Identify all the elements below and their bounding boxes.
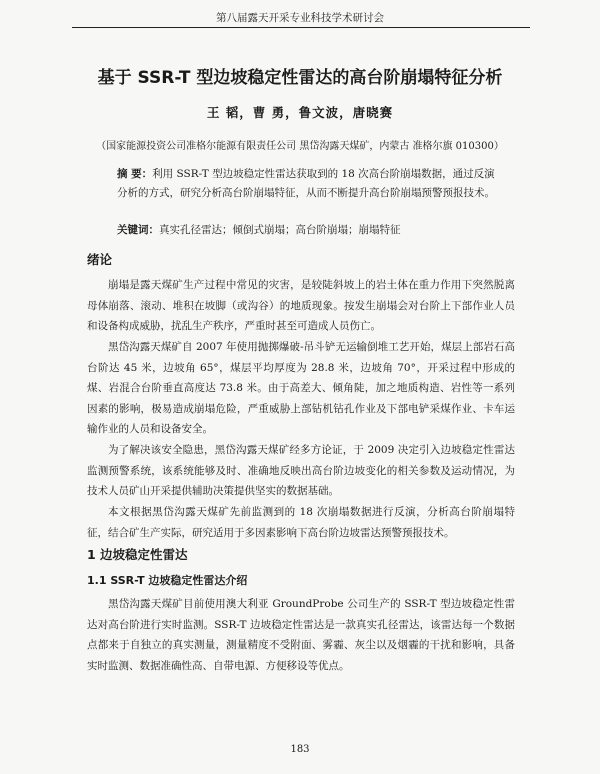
intro-paragraph: 黑岱沟露天煤矿自 2007 年使用抛掷爆破-吊斗铲无运输倒堆工艺开始，煤层上部岩石高台阶达 45 米，边坡角 65°，煤层平均厚度为 28.8 米，边坡角 70°，开采过程中形成的煤、岩混合台阶垂直高度达 73.8 米。由于高差大、倾角陡，加之地质构造、岩性等一系列因素的影响，极易造成崩塌危险，严重威胁上部钻机钻孔作业及下部电铲采煤作业、卡车运输作业的人员和设备安全。: [87, 341, 515, 435]
keywords-text: 真实孔径雷达；倾倒式崩塌；高台阶崩塌；崩塌特征: [159, 224, 401, 236]
abstract-text: 利用 SSR-T 型边坡稳定性雷达获取到的 18 次高台阶崩塌数据，通过反演分析的方式，研究分析高台阶崩塌特征，从而不断提升高台阶崩塌预警预报技术。: [117, 168, 495, 199]
page-number: 183: [290, 744, 310, 755]
intro-heading: 绪论: [87, 252, 113, 267]
section-paragraph: 黑岱沟露天煤矿目前使用澳大利亚 GroundProbe 公司生产的 SSR-T 型边坡稳定性雷达对高台阶进行实时监测。SSR-T 边坡稳定性雷达是一款真实孔径雷达，该雷达每一个数据点都来于自独立的真实测量，测量精度不受附面、雾霾、灰尘以及烟霾的干扰和影响，具备实时监测、数据准确性高、自带电源、方便移设等优点。: [87, 598, 515, 672]
affiliation: （国家能源投资公司准格尔能源有限责任公司 黑岱沟露天煤矿，内蒙古 准格尔旗 010300）: [96, 141, 504, 152]
abstract: [117, 165, 502, 203]
paper-title: 基于 SSR-T 型边坡稳定性雷达的高台阶崩塌特征分析: [97, 68, 503, 88]
intro-paragraph: 崩塌是露天煤矿生产过程中常见的灾害，是较陡斜坡上的岩土体在重力作用下突然脱离母体崩落、滚动、堆积在坡脚（或沟谷）的地质现象。按发生崩塌会对台阶上下部作业人员和设备构成威胁，扰乱生产秩序，严重时甚至可造成人员伤亡。: [87, 279, 515, 332]
header-rule: [72, 27, 530, 28]
section-heading: 1 边坡稳定性雷达: [87, 547, 188, 562]
subsection-heading: 1.1 SSR-T 边坡稳定性雷达介绍: [87, 574, 248, 587]
intro-paragraph: 本文根据黑岱沟露天煤矿先前监测到的 18 次崩塌数据进行反演，分析高台阶崩塌特征，结合矿生产实际，研究适用于多因素影响下高台阶边坡雷达预警预报技术。: [87, 506, 515, 539]
abstract-label: 摘 要：: [117, 168, 153, 180]
intro-paragraph: 为了解决该安全隐患，黑岱沟露天煤矿经多方论证，于 2009 决定引入边坡稳定性雷达监测预警系统，该系统能够及时、准确地反映出高台阶边坡变化的相关参数及运动情况，为技术人员矿山开采提供辅助决策提供坚实的数据基础。: [87, 444, 515, 497]
running-header: 第八届露天开采专业科技学术研讨会: [216, 12, 384, 24]
keywords: [117, 222, 517, 237]
author-list: 王 韬，曹 勇，鲁文波，唐晓赛: [206, 105, 394, 120]
keywords-label: 关键词：: [117, 224, 159, 236]
